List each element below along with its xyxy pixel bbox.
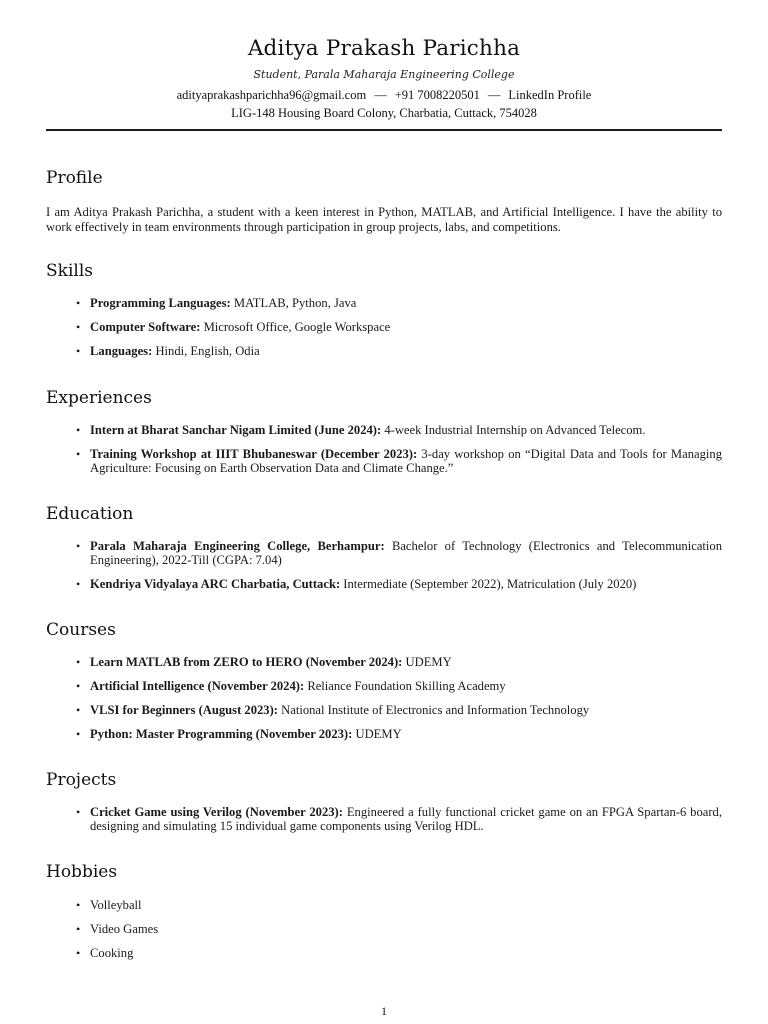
list-item: • Languages: Hindi, English, Odia — [46, 344, 722, 358]
list-item: • Learn MATLAB from ZERO to HERO (November 2024): UDEMY — [46, 655, 722, 669]
contact-separator: — — [487, 88, 501, 102]
list-item: • Artificial Intelligence (November 2024): Reliance Foundation Skilling Academy — [46, 679, 722, 693]
list-item: • VLSI for Beginners (August 2023): National Institute of Electronics and Information Technology — [46, 703, 722, 717]
resume-header — [0, 34, 768, 121]
candidate-subtitle: Student, Parala Maharaja Engineering College — [253, 68, 515, 81]
email-link[interactable]: adityaprakashparichha96@gmail.com — [176, 88, 367, 102]
courses-section — [46, 619, 722, 741]
experiences-list — [46, 423, 722, 475]
list-item: • Training Workshop at IIIT Bhubaneswar (December 2023): 3-day workshop on “Digital Data and Tools for Managing Agriculture: Focusing on Earth Observation Data and Climate Change.” — [46, 447, 722, 475]
candidate-name: Aditya Prakash Parichha — [247, 36, 521, 61]
header-divider — [46, 129, 722, 131]
address-line: LIG-148 Housing Board Colony, Charbatia, Cuttack, 754028 — [231, 106, 537, 120]
list-item: • Programming Languages: MATLAB, Python, Java — [46, 296, 722, 310]
experiences-section — [46, 387, 722, 475]
skills-list — [46, 296, 722, 358]
list-item: • Parala Maharaja Engineering College, Berhampur: Bachelor of Technology (Electronics and Telecommunication Engineering), 2022-Till (CGPA: 7.04) — [46, 539, 722, 567]
section-title-skills: Skills — [46, 261, 93, 281]
education-list — [46, 539, 722, 591]
list-item: • Video Games — [46, 922, 722, 936]
list-item: • Cooking — [46, 946, 722, 960]
list-item: • Cricket Game using Verilog (November 2023): Engineered a fully functional cricket game on an FPGA Spartan-6 board, designing and simulating 15 individual game components using Verilog HDL. — [46, 805, 722, 833]
hobbies-list — [46, 898, 722, 960]
courses-list — [46, 655, 722, 741]
profile-text: I am Aditya Prakash Parichha, a student with a keen interest in Python, MATLAB, and Artificial Intelligence. I have the ability to work effectively in team environments through participation in group projects, labs, and competitions. — [46, 205, 722, 234]
projects-list — [46, 805, 722, 833]
list-item: • Kendriya Vidyalaya ARC Charbatia, Cuttack: Intermediate (September 2022), Matriculation (July 2020) — [46, 577, 722, 591]
skills-section — [46, 260, 722, 358]
section-title-projects: Projects — [46, 770, 117, 790]
hobbies-section — [46, 861, 722, 960]
phone-number: +91 7008220501 — [394, 88, 480, 102]
contact-separator: — — [374, 88, 387, 102]
section-title-education: Education — [46, 504, 134, 524]
education-section — [46, 503, 722, 591]
projects-section — [46, 769, 722, 833]
section-title-hobbies: Hobbies — [46, 862, 118, 882]
section-title-experiences: Experiences — [46, 388, 152, 408]
profile-section — [46, 167, 722, 235]
list-item: • Python: Master Programming (November 2023): UDEMY — [46, 727, 722, 741]
list-item: • Intern at Bharat Sanchar Nigam Limited (June 2024): 4-week Industrial Internship on Advanced Telecom. — [46, 423, 722, 437]
section-title-courses: Courses — [46, 620, 116, 640]
page-number: 1 — [381, 1004, 387, 1018]
list-item: • Volleyball — [46, 898, 722, 912]
contact-line — [0, 88, 768, 103]
list-item: • Computer Software: Microsoft Office, Google Workspace — [46, 320, 722, 334]
section-title-profile: Profile — [46, 168, 103, 188]
linkedin-link[interactable]: LinkedIn Profile — [508, 88, 592, 102]
